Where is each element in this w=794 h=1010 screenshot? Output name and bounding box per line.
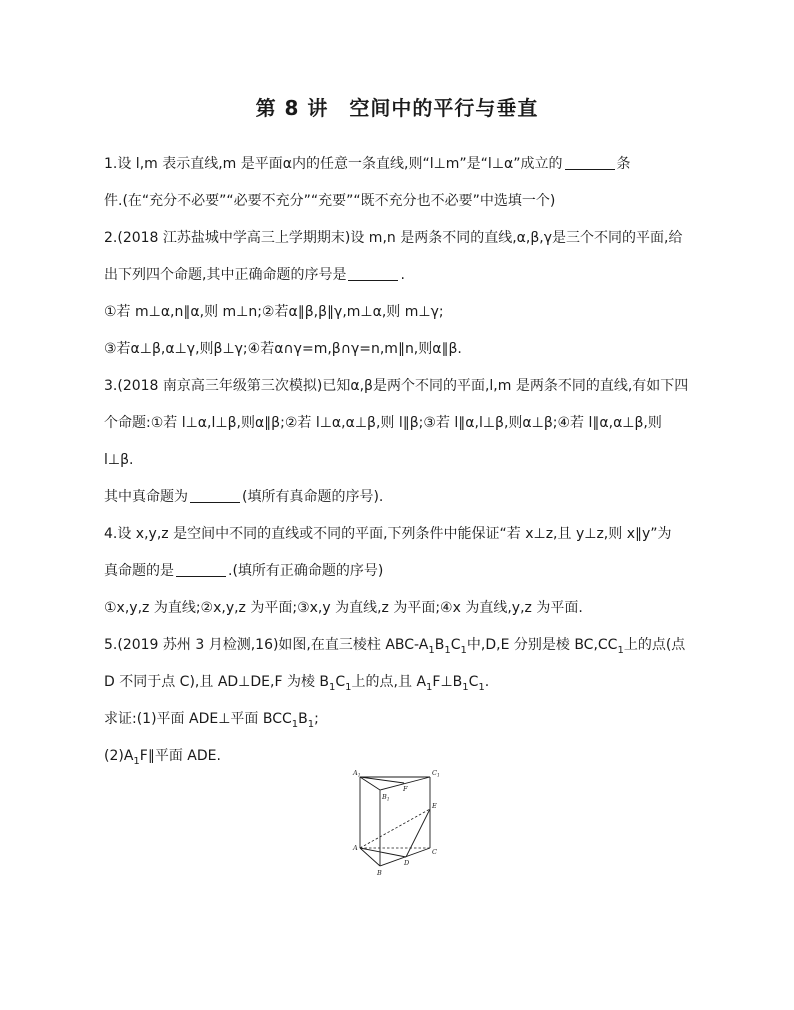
label-C1: $C_1$ xyxy=(432,769,440,779)
q2-line1: 2.(2018 江苏盐城中学高三上学期期末)设 m,n 是两条不同的直线,α,β,γ是三个不同的平面,给 xyxy=(104,230,683,246)
edge-A-B xyxy=(360,848,380,866)
question-list xyxy=(104,146,694,775)
answer-blank[interactable] xyxy=(190,488,240,503)
hidden-segment-A-E xyxy=(360,809,430,848)
q5-line3: 求证:(1)平面 ADE⊥平面 $BCC_1B_1$; xyxy=(104,711,319,730)
label-B1: $B_1$ xyxy=(382,793,390,803)
label-B: B xyxy=(377,869,382,877)
label-A: A xyxy=(353,844,358,852)
q3-line4: 其中真命题为 (填所有真命题的序号). xyxy=(104,489,384,505)
q5-line1: 5.(2019 苏州 3 月检测,16)如图,在直三棱柱 ABC-$A_1B_1C_1$中,D,E 分别是棱 $BC,CC_1$上的点(点 xyxy=(104,637,686,656)
q5-line2: D 不同于点 C),且 AD⊥DE,F 为棱 $B_1C_1$上的点,且 $A_1F\perp B_1C_1$. xyxy=(104,674,490,693)
q1-line1: 1.设 l,m 表示直线,m 是平面α内的任意一条直线,则“l⊥m”是“l⊥α”成立的 条 xyxy=(104,156,631,172)
answer-blank[interactable] xyxy=(348,266,398,281)
q1-line2: 件.(在“充分不必要”“必要不充分”“充要”“既不充分也不必要”中选填一个) xyxy=(104,193,556,209)
segment-A-D xyxy=(360,848,406,857)
q4-line3: ①x,y,z 为直线;②x,y,z 为平面;③x,y 为直线,z 为平面;④x 为直线,y,z 为平面. xyxy=(104,600,583,616)
q4-line1: 4.设 x,y,z 是空间中不同的直线或不同的平面,下列条件中能保证“若 x⊥z,且 y⊥z,则 x∥y”为 xyxy=(104,526,672,542)
label-A1: $A_1$ xyxy=(353,769,361,779)
q3-line1: 3.(2018 南京高三年级第三次模拟)已知α,β是两个不同的平面,l,m 是两条不同的直线,有如下四 xyxy=(104,378,689,394)
label-E: E xyxy=(432,802,437,810)
segment-D-E xyxy=(406,809,430,857)
label-F: F xyxy=(403,785,408,793)
q5-line4: $(2)A_1F\parallel$平面 ADE. xyxy=(104,748,221,767)
q2-line2: 出下列四个命题,其中正确命题的序号是 . xyxy=(104,267,405,283)
page-title: 第 8 讲 空间中的平行与垂直 xyxy=(255,96,539,120)
answer-blank[interactable] xyxy=(176,562,226,577)
segment-A1-F xyxy=(360,777,404,783)
label-D: D xyxy=(404,859,410,867)
label-C: C xyxy=(432,848,437,856)
prism-figure xyxy=(352,766,446,880)
answer-blank[interactable] xyxy=(565,155,615,170)
q2-line4: ③若α⊥β,α⊥γ,则β⊥γ;④若α∩γ=m,β∩γ=n,m∥n,则α∥β. xyxy=(104,341,462,357)
q3-line3: l⊥β. xyxy=(104,452,134,468)
q4-line2: 真命题的是 .(填所有正确命题的序号) xyxy=(104,563,384,579)
q3-line2: 个命题:①若 l⊥α,l⊥β,则α∥β;②若 l⊥α,α⊥β,则 l∥β;③若 l∥α,l⊥β,则α⊥β;④若 l∥α,α⊥β,则 xyxy=(104,415,662,431)
q2-line3: ①若 m⊥α,n∥α,则 m⊥n;②若α∥β,β∥γ,m⊥α,则 m⊥γ; xyxy=(104,304,444,320)
